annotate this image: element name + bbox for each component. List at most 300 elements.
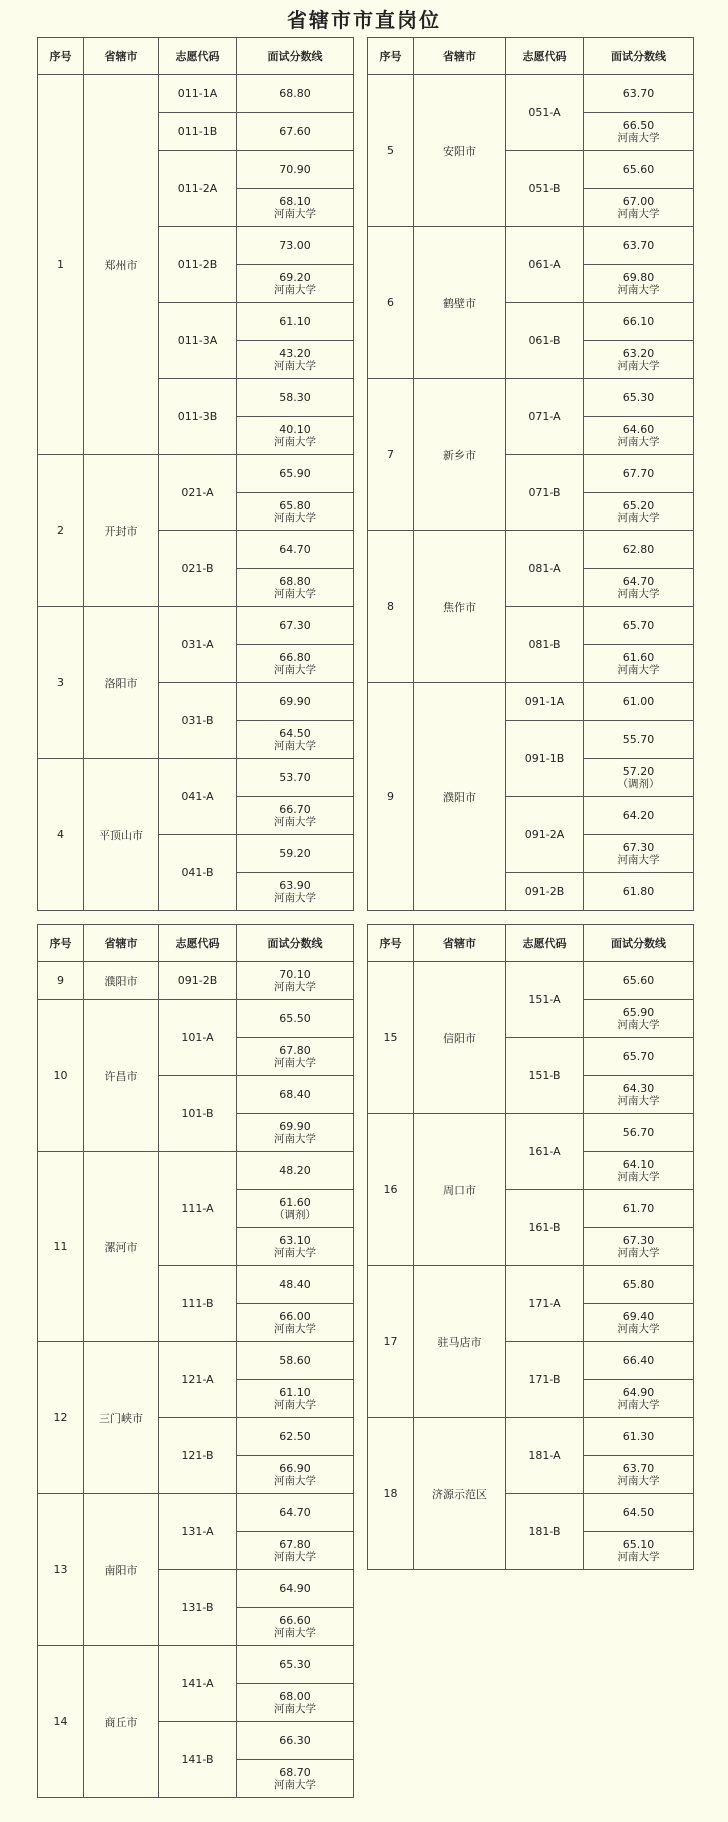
score-value: 62.50 [279, 1430, 311, 1443]
table-row [368, 531, 694, 569]
score-cell [584, 1190, 694, 1228]
score-cell [584, 151, 694, 189]
score-cell [584, 189, 694, 227]
score-table-2 [367, 37, 694, 911]
city-name: 商丘市 [84, 1646, 159, 1798]
score-cell [584, 1228, 694, 1266]
score-cell [584, 1456, 694, 1494]
score-value: 67.00 [622, 194, 655, 208]
city-name: 周口市 [414, 1114, 506, 1266]
score-cell [237, 1380, 354, 1418]
table-row [38, 75, 354, 113]
header-score: 面试分数线 [237, 38, 354, 75]
table-row [38, 1342, 354, 1380]
header-row [38, 925, 354, 962]
score-value: 65.90 [279, 467, 311, 480]
score-cell [584, 569, 694, 607]
position-code: 121-B [159, 1418, 237, 1494]
city-name: 安阳市 [414, 75, 506, 227]
score-value: 66.70 [279, 802, 311, 816]
score-cell [237, 341, 354, 379]
score-value: 70.90 [279, 163, 311, 176]
header-code: 志愿代码 [506, 38, 584, 75]
score-value: 61.60 [622, 650, 655, 664]
score-cell [584, 1418, 694, 1456]
score-value: 69.20 [279, 270, 311, 284]
score-value: 64.70 [279, 1506, 311, 1519]
score-note: 河南大学 [274, 663, 316, 676]
score-cell [584, 683, 694, 721]
score-cell [237, 1646, 354, 1684]
score-value: 69.80 [622, 270, 655, 284]
score-cell [237, 379, 354, 417]
score-note: 河南大学 [274, 739, 316, 752]
score-table-4 [367, 924, 694, 1570]
score-cell [584, 1494, 694, 1532]
score-cell [584, 1380, 694, 1418]
score-value: 67.30 [279, 619, 311, 632]
score-value: 65.80 [279, 498, 311, 512]
score-cell [237, 1608, 354, 1646]
position-code: 011-2B [159, 227, 237, 303]
score-value: 43.20 [279, 346, 311, 360]
position-code: 151-A [506, 962, 584, 1038]
score-cell [584, 607, 694, 645]
score-cell [584, 1038, 694, 1076]
score-note: 河南大学 [274, 1778, 316, 1791]
score-cell [237, 1000, 354, 1038]
score-note: （调剂） [274, 1208, 316, 1221]
score-note: 河南大学 [617, 207, 660, 220]
score-cell [584, 797, 694, 835]
score-value: 67.30 [622, 840, 655, 854]
position-code: 051-A [506, 75, 584, 151]
score-note: 河南大学 [617, 853, 660, 866]
city-name: 开封市 [84, 455, 159, 607]
score-value: 66.80 [279, 650, 311, 664]
score-cell [237, 1076, 354, 1114]
score-cell [584, 1342, 694, 1380]
score-value: 61.80 [622, 885, 655, 898]
score-note: 河南大学 [617, 1094, 660, 1107]
city-name: 驻马店市 [414, 1266, 506, 1418]
header-score: 面试分数线 [237, 925, 354, 962]
header-code: 志愿代码 [159, 38, 237, 75]
score-value: 57.20 [622, 764, 655, 778]
score-cell [584, 873, 694, 911]
score-value: 65.70 [622, 1050, 655, 1063]
score-cell [584, 1000, 694, 1038]
position-code: 011-3B [159, 379, 237, 455]
header-row [38, 38, 354, 75]
position-code: 071-B [506, 455, 584, 531]
score-value: 67.80 [279, 1043, 311, 1057]
row-number: 9 [38, 962, 84, 1000]
score-cell [237, 1532, 354, 1570]
row-number: 3 [38, 607, 84, 759]
score-value: 61.10 [279, 315, 311, 328]
score-value: 58.30 [279, 391, 311, 404]
score-value: 64.10 [622, 1157, 655, 1171]
score-value: 63.90 [279, 878, 311, 892]
score-value: 58.60 [279, 1354, 311, 1367]
score-cell [584, 759, 694, 797]
position-code: 121-A [159, 1342, 237, 1418]
table-row [368, 683, 694, 721]
table-row [368, 1114, 694, 1152]
header-row [368, 38, 694, 75]
score-cell [584, 417, 694, 455]
score-cell [237, 151, 354, 189]
score-cell [237, 721, 354, 759]
table-row [368, 75, 694, 113]
score-cell [237, 797, 354, 835]
score-value: 63.20 [622, 346, 655, 360]
position-code: 091-2B [159, 962, 237, 1000]
score-note: 河南大学 [617, 1018, 660, 1031]
score-value: 65.60 [622, 974, 655, 987]
score-table-1 [37, 37, 354, 911]
score-note: 河南大学 [274, 1626, 316, 1639]
score-value: 67.70 [622, 467, 655, 480]
score-value: 65.20 [622, 498, 655, 512]
row-number: 14 [38, 1646, 84, 1798]
score-note: 河南大学 [274, 1702, 316, 1715]
score-note: 河南大学 [617, 1398, 660, 1411]
city-name: 鹤壁市 [414, 227, 506, 379]
score-value: 70.10 [279, 967, 311, 981]
score-value: 64.30 [622, 1081, 655, 1095]
header-city: 省辖市 [414, 925, 506, 962]
position-code: 041-B [159, 835, 237, 911]
table-row [38, 455, 354, 493]
score-cell [237, 1342, 354, 1380]
position-code: 171-A [506, 1266, 584, 1342]
score-note: 河南大学 [274, 511, 316, 524]
position-code: 071-A [506, 379, 584, 455]
city-name: 濮阳市 [414, 683, 506, 911]
header-city: 省辖市 [84, 925, 159, 962]
position-code: 011-1B [159, 113, 237, 151]
score-cell [237, 1152, 354, 1190]
position-code: 111-B [159, 1266, 237, 1342]
table-row [38, 1646, 354, 1684]
score-cell [584, 303, 694, 341]
score-value: 66.90 [279, 1461, 311, 1475]
row-number: 16 [368, 1114, 414, 1266]
row-number: 18 [368, 1418, 414, 1570]
score-note: （调剂） [617, 777, 660, 790]
score-note: 河南大学 [274, 891, 316, 904]
score-value: 55.70 [622, 733, 655, 746]
score-value: 65.60 [622, 163, 655, 176]
position-code: 111-A [159, 1152, 237, 1266]
score-value: 65.30 [622, 391, 655, 404]
score-note: 河南大学 [274, 1474, 316, 1487]
score-cell [237, 1266, 354, 1304]
score-cell [237, 1456, 354, 1494]
position-code: 091-2B [506, 873, 584, 911]
score-cell [237, 113, 354, 151]
table-row [38, 1494, 354, 1532]
page-title: 省辖市市直岗位 [287, 8, 441, 32]
score-cell [237, 1038, 354, 1076]
score-cell [237, 607, 354, 645]
score-cell [584, 645, 694, 683]
score-cell [584, 962, 694, 1000]
score-cell [237, 1722, 354, 1760]
position-code: 011-2A [159, 151, 237, 227]
row-number: 9 [368, 683, 414, 911]
score-value: 61.00 [622, 695, 655, 708]
score-value: 61.10 [279, 1385, 311, 1399]
position-code: 091-1A [506, 683, 584, 721]
score-note: 河南大学 [617, 1550, 660, 1563]
position-code: 041-A [159, 759, 237, 835]
score-note: 河南大学 [617, 283, 660, 296]
position-code: 021-B [159, 531, 237, 607]
score-value: 66.30 [279, 1734, 311, 1747]
score-value: 64.50 [622, 1506, 655, 1519]
position-code: 081-B [506, 607, 584, 683]
score-value: 68.80 [279, 574, 311, 588]
score-cell [584, 379, 694, 417]
score-cell [237, 189, 354, 227]
table-row [38, 759, 354, 797]
score-cell [584, 227, 694, 265]
score-note: 河南大学 [274, 587, 316, 600]
score-note: 河南大学 [617, 1322, 660, 1335]
score-cell [237, 417, 354, 455]
score-note: 河南大学 [617, 1170, 660, 1183]
score-note: 河南大学 [274, 1550, 316, 1563]
score-note: 河南大学 [274, 283, 316, 296]
score-cell [237, 873, 354, 911]
table-row [38, 1000, 354, 1038]
score-cell [237, 759, 354, 797]
score-value: 64.90 [279, 1582, 311, 1595]
score-cell [584, 75, 694, 113]
city-name: 郑州市 [84, 75, 159, 455]
score-cell [237, 303, 354, 341]
score-note: 河南大学 [274, 815, 316, 828]
score-value: 65.80 [622, 1278, 655, 1291]
score-value: 61.30 [622, 1430, 655, 1443]
position-code: 051-B [506, 151, 584, 227]
header-no: 序号 [368, 38, 414, 75]
score-cell [584, 1532, 694, 1570]
score-value: 56.70 [622, 1126, 655, 1139]
position-code: 061-B [506, 303, 584, 379]
score-value: 66.00 [279, 1309, 311, 1323]
position-code: 061-A [506, 227, 584, 303]
header-score: 面试分数线 [584, 925, 694, 962]
score-note: 河南大学 [617, 511, 660, 524]
score-value: 67.30 [622, 1233, 655, 1247]
score-note: 河南大学 [274, 1246, 316, 1259]
score-value: 66.60 [279, 1613, 311, 1627]
row-number: 13 [38, 1494, 84, 1646]
position-code: 011-3A [159, 303, 237, 379]
score-note: 河南大学 [617, 1474, 660, 1487]
score-note: 河南大学 [274, 1322, 316, 1335]
score-cell [584, 455, 694, 493]
score-cell [584, 493, 694, 531]
score-cell [584, 1304, 694, 1342]
score-cell [237, 1304, 354, 1342]
position-code: 031-B [159, 683, 237, 759]
row-number: 10 [38, 1000, 84, 1152]
score-value: 48.20 [279, 1164, 311, 1177]
score-cell [237, 1494, 354, 1532]
position-code: 181-B [506, 1494, 584, 1570]
score-note: 河南大学 [617, 359, 660, 372]
position-code: 141-A [159, 1646, 237, 1722]
score-value: 65.90 [622, 1005, 655, 1019]
row-number: 17 [368, 1266, 414, 1418]
score-cell [584, 531, 694, 569]
row-number: 4 [38, 759, 84, 911]
score-cell [237, 569, 354, 607]
table-row [368, 227, 694, 265]
city-name: 焦作市 [414, 531, 506, 683]
row-number: 12 [38, 1342, 84, 1494]
score-cell [584, 1152, 694, 1190]
position-code: 021-A [159, 455, 237, 531]
score-value: 66.10 [622, 315, 655, 328]
score-cell [237, 1114, 354, 1152]
city-name: 许昌市 [84, 1000, 159, 1152]
score-note: 河南大学 [274, 359, 316, 372]
table-row [38, 607, 354, 645]
table-row [368, 1418, 694, 1456]
row-number: 15 [368, 962, 414, 1114]
score-value: 67.60 [279, 125, 311, 138]
header-city: 省辖市 [84, 38, 159, 75]
score-value: 73.00 [279, 239, 311, 252]
table-row [368, 962, 694, 1000]
score-value: 64.90 [622, 1385, 655, 1399]
position-code: 181-A [506, 1418, 584, 1494]
position-code: 171-B [506, 1342, 584, 1418]
score-cell [237, 455, 354, 493]
score-value: 68.40 [279, 1088, 311, 1101]
position-code: 161-A [506, 1114, 584, 1190]
score-note: 河南大学 [274, 1056, 316, 1069]
score-value: 68.70 [279, 1765, 311, 1779]
score-cell [584, 835, 694, 873]
row-number: 7 [368, 379, 414, 531]
city-name: 漯河市 [84, 1152, 159, 1342]
score-value: 65.70 [622, 619, 655, 632]
city-name: 济源示范区 [414, 1418, 506, 1570]
score-cell [237, 1418, 354, 1456]
score-cell [237, 1684, 354, 1722]
score-value: 69.90 [279, 695, 311, 708]
header-score: 面试分数线 [584, 38, 694, 75]
row-number: 2 [38, 455, 84, 607]
score-note: 河南大学 [274, 207, 316, 220]
score-value: 63.10 [279, 1233, 311, 1247]
row-number: 8 [368, 531, 414, 683]
position-code: 131-B [159, 1570, 237, 1646]
score-value: 69.40 [622, 1309, 655, 1323]
score-value: 64.50 [279, 726, 311, 740]
score-note: 河南大学 [617, 663, 660, 676]
score-value: 61.60 [279, 1195, 311, 1209]
score-value: 68.80 [279, 87, 311, 100]
score-value: 64.20 [622, 809, 655, 822]
table-row [368, 379, 694, 417]
score-cell [584, 721, 694, 759]
score-note: 河南大学 [617, 587, 660, 600]
score-table-3 [37, 924, 354, 1798]
score-value: 65.10 [622, 1537, 655, 1551]
score-cell [237, 1570, 354, 1608]
score-value: 64.70 [279, 543, 311, 556]
score-note: 河南大学 [274, 980, 316, 993]
row-number: 11 [38, 1152, 84, 1342]
header-code: 志愿代码 [159, 925, 237, 962]
position-code: 131-A [159, 1494, 237, 1570]
score-note: 河南大学 [274, 435, 316, 448]
score-cell [584, 265, 694, 303]
score-value: 68.00 [279, 1689, 311, 1703]
position-code: 091-1B [506, 721, 584, 797]
score-cell [237, 531, 354, 569]
position-code: 101-B [159, 1076, 237, 1152]
position-code: 161-B [506, 1190, 584, 1266]
score-value: 61.70 [622, 1202, 655, 1215]
score-cell [584, 1266, 694, 1304]
score-cell [237, 1190, 354, 1228]
position-code: 081-A [506, 531, 584, 607]
position-code: 101-A [159, 1000, 237, 1076]
score-cell [584, 341, 694, 379]
header-no: 序号 [38, 38, 84, 75]
score-cell [584, 1114, 694, 1152]
score-note: 河南大学 [617, 131, 660, 144]
score-value: 66.40 [622, 1354, 655, 1367]
score-cell [584, 1076, 694, 1114]
position-code: 151-B [506, 1038, 584, 1114]
score-cell [237, 227, 354, 265]
score-cell [237, 962, 354, 1000]
score-note: 河南大学 [274, 1132, 316, 1145]
city-name: 信阳市 [414, 962, 506, 1114]
score-value: 48.40 [279, 1278, 311, 1291]
score-value: 65.30 [279, 1658, 311, 1671]
header-no: 序号 [38, 925, 84, 962]
score-value: 69.90 [279, 1119, 311, 1133]
header-code: 志愿代码 [506, 925, 584, 962]
city-name: 新乡市 [414, 379, 506, 531]
score-cell [237, 265, 354, 303]
header-row [368, 925, 694, 962]
score-value: 64.60 [622, 422, 655, 436]
score-value: 63.70 [622, 87, 655, 100]
table-row [38, 1152, 354, 1190]
score-value: 63.70 [622, 239, 655, 252]
score-value: 65.50 [279, 1012, 311, 1025]
row-number: 5 [368, 75, 414, 227]
score-value: 66.50 [622, 118, 655, 132]
score-cell [237, 835, 354, 873]
score-value: 67.80 [279, 1537, 311, 1551]
position-code: 031-A [159, 607, 237, 683]
score-value: 53.70 [279, 771, 311, 784]
header-city: 省辖市 [414, 38, 506, 75]
